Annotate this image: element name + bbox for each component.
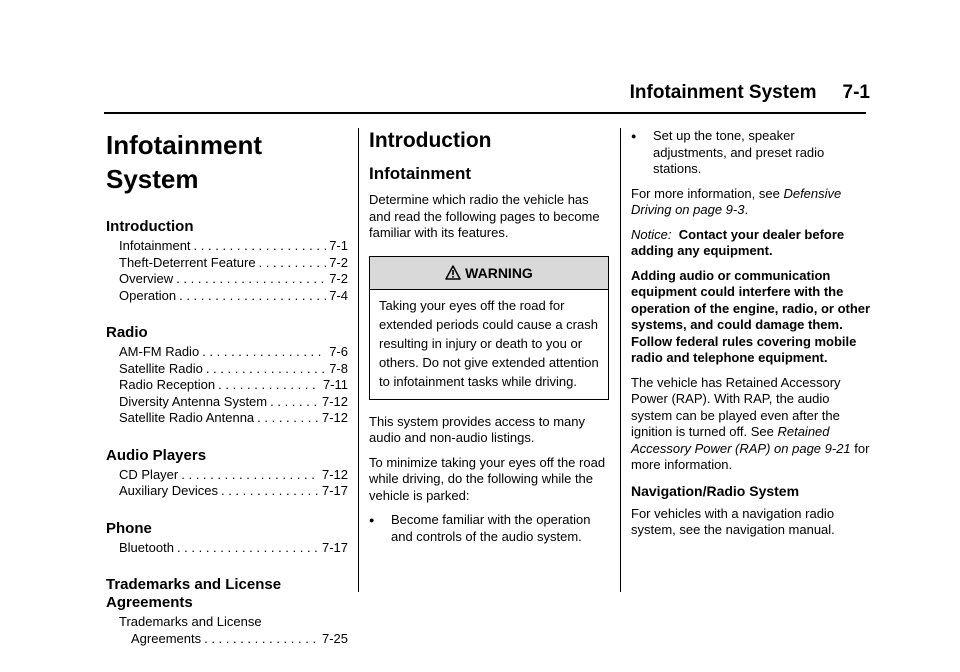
- toc-entry[interactable]: [106, 271, 348, 288]
- toc-entry-page: 7-12: [321, 393, 348, 409]
- toc-entry-label: Radio Reception: [119, 377, 216, 392]
- toc-leader-dots: [206, 361, 326, 378]
- section-heading: Introduction: [369, 129, 492, 152]
- toc-entry[interactable]: [106, 238, 348, 255]
- toc-entry-label: Overview: [119, 271, 174, 286]
- rap-text: The vehicle has Retained Accessory Power (RAP). With RAP, the audio system can be played even after the ignition is turned off. See: [631, 374, 841, 439]
- warning-label: WARNING: [465, 264, 533, 281]
- notice-paragraph: [631, 227, 871, 260]
- toc-entry-label: Agreements: [131, 630, 202, 646]
- toc-entry-label: Trademarks and License: [119, 614, 262, 629]
- rap-paragraph: [631, 375, 871, 474]
- minimize-paragraph: To minimize taking your eyes off the road while driving, do the following while the vehicle is parked:: [369, 454, 606, 503]
- toc-leader-dots: [259, 255, 327, 272]
- access-paragraph: This system provides access to many audio and non-audio listings.: [369, 413, 586, 445]
- chapter-title: Infotainment System: [106, 130, 262, 194]
- toc-entry[interactable]: [106, 377, 348, 394]
- subsection-heading: Navigation/Radio System: [631, 482, 800, 499]
- toc-entry[interactable]: [106, 467, 348, 484]
- intro-paragraph: Determine which radio the vehicle has and read the following pages to become familiar with its features.: [369, 192, 600, 240]
- toc-section-heading: Radio: [106, 324, 148, 341]
- toc-entry-page: 7-11: [322, 377, 348, 392]
- more-info-suffix: .: [744, 202, 749, 217]
- right-column: [631, 128, 871, 547]
- toc-entry-page: 7-17: [321, 539, 348, 555]
- toc-leader-dots: [176, 271, 326, 288]
- running-header-section: Infotainment System: [629, 82, 817, 103]
- running-header: [630, 82, 870, 104]
- toc-entry-page: 7-12: [321, 410, 348, 425]
- toc-entry-label: CD Player: [119, 466, 179, 482]
- rap-suffix: for more information.: [631, 440, 870, 472]
- toc-entry-label: Theft-Deterrent Feature: [119, 254, 256, 270]
- cross-reference-link[interactable]: Defensive Driving on page 9-3: [631, 185, 842, 217]
- toc-leader-dots: [179, 288, 326, 305]
- toc-entry-label: Bluetooth: [119, 539, 174, 555]
- chapter-toc: [106, 128, 348, 647]
- toc-section-heading: Audio Players: [106, 446, 207, 464]
- toc-entry-page: 7-2: [329, 254, 348, 270]
- toc-section-heading: Phone: [106, 519, 152, 537]
- navigation-paragraph: For vehicles with a navigation radio system, see the navigation manual.: [631, 505, 835, 537]
- toc-entry-page: 7-1: [329, 238, 348, 253]
- bullet-text: Become familiar with the operation and controls of the audio system.: [391, 512, 591, 544]
- toc-leader-dots: [218, 377, 320, 394]
- toc-entry-page: 7-17: [321, 483, 348, 498]
- toc-entry[interactable]: [106, 288, 348, 305]
- more-info-paragraph: [631, 186, 871, 219]
- toc-leader-dots: [181, 467, 319, 484]
- toc-leader-dots: [270, 394, 319, 411]
- notice-text: Contact your dealer before adding any equipment.: [631, 226, 845, 258]
- warning-triangle-icon: [445, 265, 461, 280]
- toc-leader-dots: [204, 631, 319, 648]
- bullet-text: Set up the tone, speaker adjustments, and preset radio stations.: [653, 128, 825, 176]
- toc-entry-page: 7-6: [329, 344, 348, 359]
- page-number: 7-1: [842, 82, 870, 103]
- header-rule: [104, 112, 866, 114]
- warning-text: Taking your eyes off the road for extended periods could cause a crash resulting in injury or death to you or others. Do not give extended attention to infotainment tasks while driving.: [379, 297, 599, 389]
- toc-leader-dots: [202, 344, 326, 361]
- toc-entry-page: 7-2: [329, 271, 348, 286]
- toc-entry[interactable]: [106, 410, 348, 427]
- subsection-heading: Infotainment: [369, 164, 471, 183]
- toc-list: [106, 540, 348, 557]
- notice-label: Notice:: [631, 226, 672, 242]
- toc-list: [106, 238, 348, 304]
- toc-entry-label: Satellite Radio: [119, 360, 203, 376]
- toc-entry-page: 7-25: [321, 630, 348, 646]
- toc-entry[interactable]: [106, 344, 348, 361]
- toc-leader-dots: [257, 410, 319, 427]
- cross-reference-link[interactable]: Retained Accessory Power (RAP) on page 9-21: [631, 424, 851, 456]
- toc-leader-dots: [221, 483, 319, 500]
- toc-entry-page: 7-12: [321, 466, 348, 482]
- toc-entry-label: Diversity Antenna System: [119, 393, 268, 409]
- warning-box: [369, 256, 609, 400]
- toc-entry-line1[interactable]: [106, 614, 348, 631]
- toc-entry[interactable]: [106, 483, 348, 500]
- toc-entry-label: Satellite Radio Antenna: [119, 410, 255, 425]
- toc-leader-dots: [194, 238, 327, 255]
- toc-entry-label: AM-FM Radio: [119, 344, 200, 359]
- toc-entry[interactable]: [106, 394, 348, 411]
- toc-entry-label: Auxiliary Devices: [119, 483, 218, 498]
- toc-section-heading: Trademarks and License Agreements: [106, 576, 282, 611]
- toc-leader-dots: [177, 540, 319, 557]
- bullet-icon: ●: [369, 515, 375, 525]
- toc-entry[interactable]: [106, 255, 348, 272]
- bullet-icon: ●: [631, 131, 637, 141]
- column-divider-2: [620, 128, 621, 592]
- toc-entry-line2[interactable]: [106, 631, 348, 648]
- toc-list: [106, 614, 348, 647]
- toc-entry[interactable]: [106, 540, 348, 557]
- toc-entry-page: 7-4: [329, 287, 348, 303]
- toc-list: [106, 344, 348, 427]
- toc-entry-page: 7-8: [329, 360, 348, 376]
- column-divider-1: [358, 128, 359, 592]
- bullet-item: [631, 128, 871, 178]
- toc-entry[interactable]: [106, 361, 348, 378]
- toc-list: [106, 467, 348, 500]
- warning-header: [370, 257, 608, 290]
- toc-entry-label: Operation: [119, 287, 177, 303]
- introduction-column: [369, 128, 609, 553]
- toc-entry-label: Infotainment: [119, 238, 191, 253]
- more-info-text: For more information, see: [631, 185, 784, 201]
- toc-section-heading: Introduction: [106, 218, 194, 235]
- bullet-item: [369, 512, 609, 545]
- equipment-warning-paragraph: Adding audio or communication equipment could interfere with the operation of the engine, radio, or other systems, and could damage them. Follow federal rules covering mobile radio and telephone equipment.: [631, 267, 871, 365]
